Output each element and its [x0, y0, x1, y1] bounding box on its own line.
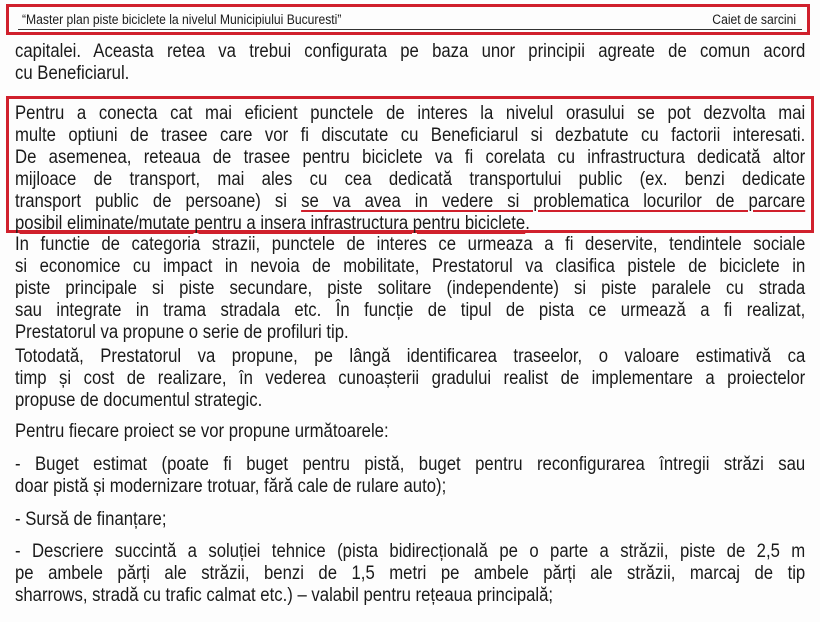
underlined-text: posibil eliminate/mutate pentru a insera infrastructura pentru biciclete [15, 213, 526, 234]
text-line: pe ambele părți ale străzii, benzi de 1,5 metri pe ambele părți ale străzii, marcaj de tip [15, 563, 806, 584]
text-line: - Descriere succintă a soluției tehnice (pista bidirecțională pe o parte a străzii, piste de 2,5 m [15, 541, 806, 562]
text-line: Totodată, Prestatorul va propune, pe lângă identificarea traseelor, o valoare estimativă ca [15, 346, 806, 367]
text-line: piste principale si piste secundare, piste solitare (independente) si piste paralele cu strada [15, 278, 806, 299]
header-doc-type: Caiet de sarcini [712, 12, 796, 27]
text-line: cu Beneficiarul. [15, 63, 130, 84]
text-line: Pentru a conecta cat mai eficient punctele de interes la nivelul orasului se pot dezvolta mai [15, 103, 806, 124]
header-rule [18, 29, 802, 30]
text-line: capitalei. Aceasta retea va trebui configurata pe baza unor principii agreate de comun acord [15, 41, 806, 62]
text-line: Pentru fiecare proiect se vor propune următoarele: [15, 421, 389, 442]
text-line: - Sursă de finanțare; [15, 509, 167, 530]
underlined-text: se va avea in vedere si problematica locurilor de parcare [301, 191, 806, 212]
text-line: timp și cost de realizare, în vederea cunoașterii gradului realist de implementare a proiectelor [15, 368, 806, 389]
text-line: doar pistă și modernizare trotuar, fără cale de rulare auto); [15, 476, 447, 497]
text-plain: . [525, 213, 530, 234]
text-line: De asemenea, reteaua de trasee pentru biciclete va fi corelata cu infrastructura dedicată altor [15, 147, 806, 168]
text-line: Prestatorul va propune o serie de profiluri tip. [15, 322, 349, 343]
text-line: In functie de categoria strazii, punctele de interes ce urmeaza a fi deservite, tendintele sociale [15, 234, 806, 255]
text-line: mijloace de transport, mai ales cu cea dedicată transportului public (ex. benzi dedicate [15, 169, 806, 190]
text-plain: transport public de persoane) si [15, 191, 302, 212]
header-title: “Master plan piste biciclete la nivelul Municipiului Bucuresti” [22, 12, 342, 27]
text-line: propuse de documentul strategic. [15, 390, 263, 411]
text-line: si economice cu impact in nevoia de mobilitate, Prestatorul va clasifica pistele de biciclete in [15, 256, 806, 277]
text-line [15, 191, 805, 213]
text-line: sau integrate in trama stradala etc. În funcție de tipul de pista ce urmează a fi realizat, [15, 300, 806, 321]
text-line: sharrows, stradă cu trafic calmat etc.) – valabil pentru rețeaua principală; [15, 585, 554, 606]
text-line: - Buget estimat (poate fi buget pentru pistă, buget pentru reconfigurarea întregii străzi sau [15, 454, 806, 475]
text-line: multe optiuni de trasee care vor fi discutate cu Beneficiarul si dezbatute cu factorii interesati. [15, 125, 806, 146]
text-line [15, 213, 805, 235]
